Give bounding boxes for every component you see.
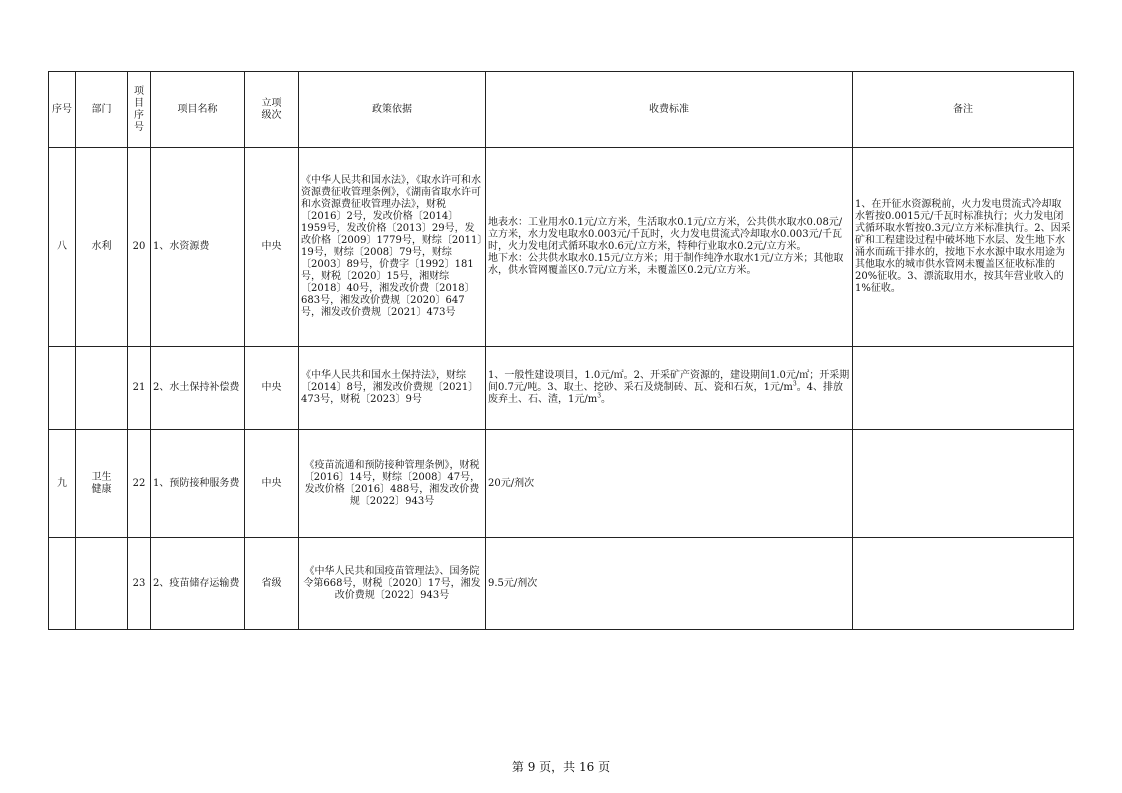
row-item-name: 2、疫苗储存运输费 — [151, 538, 245, 630]
header-row — [49, 72, 1074, 148]
row-level: 中央 — [245, 430, 299, 538]
row-remark: 1、在开征水资源税前，火力发电贯流式冷却取水暂按0.0015元/千瓦时标准执行；火力发电闭式循环取水暂按0.3元/立方米标准执行。2、因采矿和工程建设过程中破坏地下水层、发生地下水涌水而疏干排水的，按地下水水源中取水用途为其他取水的城市供水管网未覆盖区征收标准的20%征收。3、漂流取用水，按其年营业收入的1%征收。 — [853, 148, 1074, 347]
row-policy: 《中华人民共和国水土保持法》，财综〔2014〕8号，湘发改价费规〔2021〕473号，财税〔2023〕9号 — [299, 347, 486, 430]
row-remark — [853, 347, 1074, 430]
row-standard: 地表水：工业用水0.1元/立方米，生活取水0.1元/立方米，公共供水取水0.08元/立方米，水力发电取水0.003元/千瓦时，火力发电贯流式冷却取水0.003元/千瓦时，火力发电闭式循环取水0.6元/立方米，特种行业取水0.2元/立方米。 地下水：公共供水取水0.15元/立方米；用于制作纯净水取水1元/立方米；其他取水，供水管网覆盖区0.7元/立方米，未覆盖区0.2元/立方米。 — [486, 148, 853, 347]
row-dept: 卫生 健康 — [76, 430, 128, 538]
row-item-name: 1、水资源费 — [151, 148, 245, 347]
row-remark — [853, 430, 1074, 538]
row-dept — [76, 538, 128, 630]
header-item-seq: 项 目 序 号 — [128, 72, 151, 148]
fee-table — [48, 71, 1074, 630]
row-item-seq: 23 — [128, 538, 151, 630]
row-level: 省级 — [245, 538, 299, 630]
row-dept: 水利 — [76, 148, 128, 347]
header-level: 立项 级次 — [245, 72, 299, 148]
row-standard: 1、一般性建设项目，1.0元/㎡。2、开采矿产资源的，建设期间1.0元/㎡；开采期间0.7元/吨。3、取土、挖砂、采石及烧制砖、瓦、瓷和石灰，1元$/m^3$。4、排放废弃土、石、渣，1元$/m^3$。 — [486, 347, 853, 430]
row-standard: 20元/剂次 — [486, 430, 853, 538]
row-remark — [853, 538, 1074, 630]
row-level: 中央 — [245, 347, 299, 430]
row-item-seq: 21 — [128, 347, 151, 430]
table-row — [49, 430, 1074, 538]
row-item-seq: 22 — [128, 430, 151, 538]
row-policy: 《中华人民共和国疫苗管理法》、国务院令第668号，财税〔2020〕17号，湘发改价费规〔2022〕943号 — [299, 538, 486, 630]
table-row — [49, 347, 1074, 430]
row-level: 中央 — [245, 148, 299, 347]
table-row — [49, 148, 1074, 347]
row-seq — [49, 538, 76, 630]
header-remark: 备注 — [853, 72, 1074, 148]
row-seq: 八 — [49, 148, 76, 347]
row-policy: 《中华人民共和国水法》，《取水许可和水资源费征收管理条例》，《湖南省取水许可和水资源费征收管理办法》，财税〔2016〕2号，发改价格〔2014〕1959号，发改价格〔2013〕29号，发改价格〔2009〕1779号，财综〔2011〕19号，财综〔2008〕79号，财综〔2003〕89号，价费字〔1992〕181号，财税〔2020〕15号，湘财综〔2018〕40号，湘发改价费〔2018〕683号，湘发改价费规〔2020〕647号，湘发改价费规〔2021〕473号 — [299, 148, 486, 347]
row-item-name: 2、水土保持补偿费 — [151, 347, 245, 430]
row-item-seq: 20 — [128, 148, 151, 347]
row-dept — [76, 347, 128, 430]
table-row — [49, 538, 1074, 630]
header-seq: 序号 — [49, 72, 76, 148]
row-item-name: 1、预防接种服务费 — [151, 430, 245, 538]
header-dept: 部门 — [76, 72, 128, 148]
row-seq — [49, 347, 76, 430]
row-policy: 《疫苗流通和预防接种管理条例》，财税〔2016〕14号，财综〔2008〕47号，发改价格〔2016〕488号，湘发改价费规〔2022〕943号 — [299, 430, 486, 538]
header-standard: 收费标准 — [486, 72, 853, 148]
header-policy: 政策依据 — [299, 72, 486, 148]
page-number: 第 9 页，共 16 页 — [511, 760, 611, 774]
row-standard: 9.5元/剂次 — [486, 538, 853, 630]
row-seq: 九 — [49, 430, 76, 538]
header-item-name: 项目名称 — [151, 72, 245, 148]
